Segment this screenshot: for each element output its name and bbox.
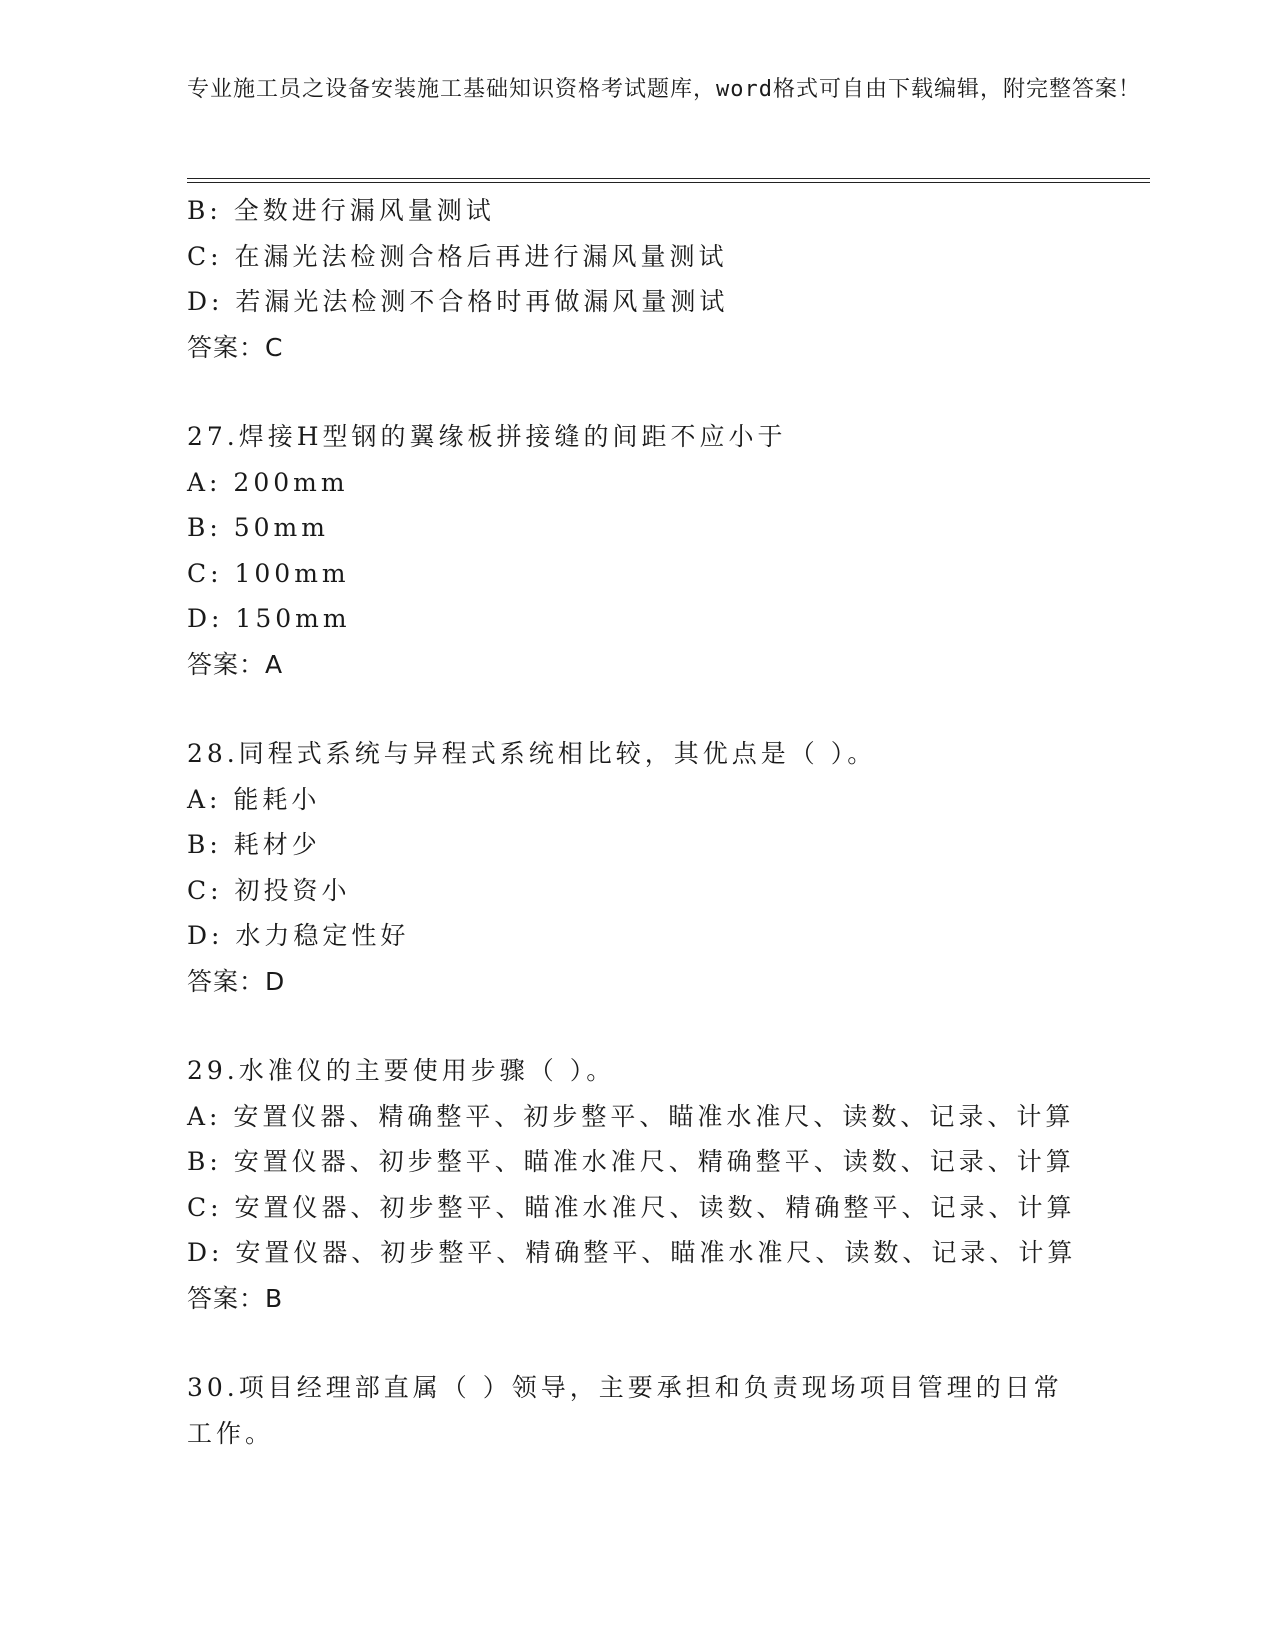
question-27 [187, 414, 1087, 687]
spacer [187, 1004, 1087, 1048]
question-29 [187, 1048, 1087, 1321]
answer-label: 答案：C [187, 332, 284, 362]
question-30 [187, 1365, 1087, 1456]
option-b: B: 安置仪器、初步整平、瞄准水准尺、精确整平、读数、记录、计算 [187, 1147, 1075, 1176]
spacer [187, 687, 1087, 731]
spacer [187, 370, 1087, 414]
question-28 [187, 731, 1087, 1004]
option-a: A: 200mm [187, 467, 349, 497]
option-c: C: 安置仪器、初步整平、瞄准水准尺、读数、精确整平、记录、计算 [187, 1192, 1076, 1222]
option-a: A: 安置仪器、精确整平、初步整平、瞄准水准尺、读数、记录、计算 [187, 1101, 1075, 1131]
answer-label: 答案：B [187, 1283, 284, 1313]
option-d: D: 水力稳定性好 [187, 921, 410, 950]
option-b: B: 全数进行漏风量测试 [187, 196, 495, 225]
answer-label: 答案：A [187, 649, 284, 679]
header-title: 专业施工员之设备安装施工基础知识资格考试题库，word格式可自由下载编辑，附完整答案！ [187, 77, 1141, 102]
option-b: B: 50mm [187, 513, 329, 542]
question-text: 27.焊接H型钢的翼缘板拼接缝的间距不应小于 [187, 422, 787, 451]
header-rule-thick [187, 182, 1150, 183]
question-text: 30.项目经理部直属（ ）领导，主要承担和负责现场项目管理的日常工作。 [187, 1373, 1063, 1448]
option-d: D: 150mm [187, 604, 351, 633]
option-a: A: 能耗小 [187, 784, 321, 814]
option-c: C: 在漏光法检测合格后再进行漏风量测试 [187, 241, 728, 271]
option-d: D: 若漏光法检测不合格时再做漏风量测试 [187, 287, 729, 316]
option-b: B: 耗材少 [187, 830, 321, 859]
option-c: C: 100mm [187, 558, 350, 588]
question-text: 29.水准仪的主要使用步骤（ ）。 [187, 1056, 616, 1085]
option-d: D: 安置仪器、初步整平、精确整平、瞄准水准尺、读数、记录、计算 [187, 1238, 1077, 1267]
document-header [187, 74, 1147, 106]
option-c: C: 初投资小 [187, 875, 351, 905]
question-26-partial [187, 188, 1087, 370]
answer-label: 答案：D [187, 966, 286, 996]
spacer [187, 1321, 1087, 1365]
header-rule-thin [187, 178, 1150, 179]
question-text: 28.同程式系统与异程式系统相比较，其优点是（ ）。 [187, 739, 877, 768]
question-list [187, 188, 1087, 1456]
